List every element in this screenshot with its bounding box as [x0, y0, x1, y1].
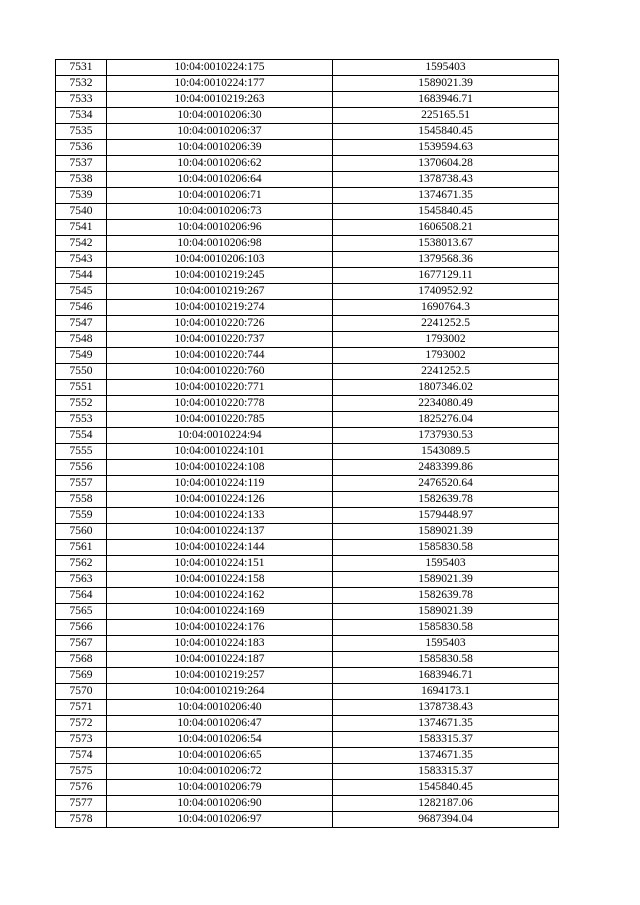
value-cell: 1378738.43 — [333, 172, 559, 188]
table-row — [56, 380, 559, 396]
table-row — [56, 572, 559, 588]
value-cell: 1378738.43 — [333, 700, 559, 716]
table-row — [56, 204, 559, 220]
value-cell: 1677129.11 — [333, 268, 559, 284]
row-number-cell: 7550 — [56, 364, 107, 380]
row-number-cell: 7578 — [56, 812, 107, 828]
value-cell: 2234080.49 — [333, 396, 559, 412]
value-cell: 1595403 — [333, 60, 559, 76]
value-cell: 1585830.58 — [333, 652, 559, 668]
cadastral-number-cell: 10:04:0010224:158 — [107, 572, 333, 588]
row-number-cell: 7570 — [56, 684, 107, 700]
table-row — [56, 220, 559, 236]
row-number-cell: 7554 — [56, 428, 107, 444]
row-number-cell: 7531 — [56, 60, 107, 76]
table-row — [56, 748, 559, 764]
table-row — [56, 764, 559, 780]
row-number-cell: 7559 — [56, 508, 107, 524]
value-cell: 1690764.3 — [333, 300, 559, 316]
cadastral-number-cell: 10:04:0010206:72 — [107, 764, 333, 780]
cadastral-number-cell: 10:04:0010224:137 — [107, 524, 333, 540]
row-number-cell: 7561 — [56, 540, 107, 556]
value-cell: 1683946.71 — [333, 668, 559, 684]
cadastral-number-cell: 10:04:0010206:65 — [107, 748, 333, 764]
row-number-cell: 7549 — [56, 348, 107, 364]
row-number-cell: 7556 — [56, 460, 107, 476]
row-number-cell: 7558 — [56, 492, 107, 508]
table-row — [56, 268, 559, 284]
value-cell: 1694173.1 — [333, 684, 559, 700]
table-row — [56, 668, 559, 684]
cadastral-number-cell: 10:04:0010220:737 — [107, 332, 333, 348]
cadastral-number-cell: 10:04:0010224:176 — [107, 620, 333, 636]
cadastral-number-cell: 10:04:0010220:778 — [107, 396, 333, 412]
table-row — [56, 252, 559, 268]
cadastral-number-cell: 10:04:0010219:245 — [107, 268, 333, 284]
cadastral-number-cell: 10:04:0010219:257 — [107, 668, 333, 684]
value-cell: 1579448.97 — [333, 508, 559, 524]
row-number-cell: 7544 — [56, 268, 107, 284]
table-row — [56, 604, 559, 620]
value-cell: 1825276.04 — [333, 412, 559, 428]
cadastral-number-cell: 10:04:0010219:264 — [107, 684, 333, 700]
value-cell: 1370604.28 — [333, 156, 559, 172]
cadastral-number-cell: 10:04:0010206:97 — [107, 812, 333, 828]
cadastral-number-cell: 10:04:0010224:94 — [107, 428, 333, 444]
value-cell: 2241252.5 — [333, 364, 559, 380]
value-cell: 1582639.78 — [333, 588, 559, 604]
cadastral-number-cell: 10:04:0010206:103 — [107, 252, 333, 268]
row-number-cell: 7537 — [56, 156, 107, 172]
table-row — [56, 780, 559, 796]
row-number-cell: 7541 — [56, 220, 107, 236]
value-cell: 1595403 — [333, 636, 559, 652]
row-number-cell: 7534 — [56, 108, 107, 124]
row-number-cell: 7563 — [56, 572, 107, 588]
table-row — [56, 60, 559, 76]
table-row — [56, 444, 559, 460]
table-row — [56, 556, 559, 572]
cadastral-number-cell: 10:04:0010220:744 — [107, 348, 333, 364]
row-number-cell: 7540 — [56, 204, 107, 220]
cadastral-number-cell: 10:04:0010206:37 — [107, 124, 333, 140]
cadastral-number-cell: 10:04:0010224:144 — [107, 540, 333, 556]
table-row — [56, 124, 559, 140]
table-row — [56, 716, 559, 732]
table-row — [56, 732, 559, 748]
value-cell: 9687394.04 — [333, 812, 559, 828]
value-cell: 1585830.58 — [333, 540, 559, 556]
row-number-cell: 7567 — [56, 636, 107, 652]
table-row — [56, 92, 559, 108]
cadastral-number-cell: 10:04:0010220:785 — [107, 412, 333, 428]
table-row — [56, 348, 559, 364]
table-row — [56, 508, 559, 524]
value-cell: 1539594.63 — [333, 140, 559, 156]
cadastral-number-cell: 10:04:0010206:71 — [107, 188, 333, 204]
cadastral-number-cell: 10:04:0010206:64 — [107, 172, 333, 188]
cadastral-number-cell: 10:04:0010206:62 — [107, 156, 333, 172]
table-row — [56, 108, 559, 124]
table-row — [56, 364, 559, 380]
value-cell: 1807346.02 — [333, 380, 559, 396]
row-number-cell: 7565 — [56, 604, 107, 620]
value-cell: 1589021.39 — [333, 604, 559, 620]
table-row — [56, 812, 559, 828]
value-cell: 1793002 — [333, 332, 559, 348]
table-row — [56, 524, 559, 540]
row-number-cell: 7538 — [56, 172, 107, 188]
row-number-cell: 7539 — [56, 188, 107, 204]
row-number-cell: 7573 — [56, 732, 107, 748]
cadastral-number-cell: 10:04:0010206:40 — [107, 700, 333, 716]
row-number-cell: 7552 — [56, 396, 107, 412]
cadastral-number-cell: 10:04:0010206:90 — [107, 796, 333, 812]
table-row — [56, 300, 559, 316]
value-cell: 1589021.39 — [333, 76, 559, 92]
value-cell: 225165.51 — [333, 108, 559, 124]
table-row — [56, 188, 559, 204]
row-number-cell: 7574 — [56, 748, 107, 764]
row-number-cell: 7536 — [56, 140, 107, 156]
table-row — [56, 684, 559, 700]
table-row — [56, 156, 559, 172]
value-cell: 1683946.71 — [333, 92, 559, 108]
cadastral-number-cell: 10:04:0010224:177 — [107, 76, 333, 92]
cadastral-number-cell: 10:04:0010206:96 — [107, 220, 333, 236]
value-cell: 1583315.37 — [333, 764, 559, 780]
row-number-cell: 7555 — [56, 444, 107, 460]
cadastral-number-cell: 10:04:0010224:187 — [107, 652, 333, 668]
table-row — [56, 700, 559, 716]
table-row — [56, 140, 559, 156]
cadastral-number-cell: 10:04:0010224:151 — [107, 556, 333, 572]
cadastral-number-cell: 10:04:0010224:169 — [107, 604, 333, 620]
value-cell: 1583315.37 — [333, 732, 559, 748]
table-row — [56, 428, 559, 444]
value-cell: 1589021.39 — [333, 572, 559, 588]
row-number-cell: 7572 — [56, 716, 107, 732]
row-number-cell: 7566 — [56, 620, 107, 636]
row-number-cell: 7532 — [56, 76, 107, 92]
table-row — [56, 540, 559, 556]
data-table — [55, 59, 559, 828]
cadastral-number-cell: 10:04:0010206:30 — [107, 108, 333, 124]
row-number-cell: 7577 — [56, 796, 107, 812]
cadastral-number-cell: 10:04:0010224:133 — [107, 508, 333, 524]
row-number-cell: 7575 — [56, 764, 107, 780]
cadastral-number-cell: 10:04:0010206:47 — [107, 716, 333, 732]
value-cell: 1543089.5 — [333, 444, 559, 460]
table-row — [56, 796, 559, 812]
value-cell: 1606508.21 — [333, 220, 559, 236]
table-row — [56, 476, 559, 492]
row-number-cell: 7576 — [56, 780, 107, 796]
table-row — [56, 396, 559, 412]
cadastral-number-cell: 10:04:0010206:79 — [107, 780, 333, 796]
value-cell: 1545840.45 — [333, 780, 559, 796]
value-cell: 1582639.78 — [333, 492, 559, 508]
value-cell: 1740952.92 — [333, 284, 559, 300]
row-number-cell: 7553 — [56, 412, 107, 428]
row-number-cell: 7568 — [56, 652, 107, 668]
value-cell: 1545840.45 — [333, 124, 559, 140]
row-number-cell: 7569 — [56, 668, 107, 684]
row-number-cell: 7533 — [56, 92, 107, 108]
table-row — [56, 76, 559, 92]
row-number-cell: 7545 — [56, 284, 107, 300]
cadastral-number-cell: 10:04:0010206:39 — [107, 140, 333, 156]
value-cell: 1545840.45 — [333, 204, 559, 220]
table-row — [56, 652, 559, 668]
row-number-cell: 7571 — [56, 700, 107, 716]
value-cell: 1589021.39 — [333, 524, 559, 540]
cadastral-number-cell: 10:04:0010220:726 — [107, 316, 333, 332]
value-cell: 1737930.53 — [333, 428, 559, 444]
row-number-cell: 7564 — [56, 588, 107, 604]
value-cell: 1538013.67 — [333, 236, 559, 252]
row-number-cell: 7560 — [56, 524, 107, 540]
table-row — [56, 588, 559, 604]
cadastral-number-cell: 10:04:0010224:126 — [107, 492, 333, 508]
table-row — [56, 284, 559, 300]
table-row — [56, 620, 559, 636]
row-number-cell: 7546 — [56, 300, 107, 316]
value-cell: 2241252.5 — [333, 316, 559, 332]
cadastral-number-cell: 10:04:0010224:183 — [107, 636, 333, 652]
row-number-cell: 7548 — [56, 332, 107, 348]
row-number-cell: 7535 — [56, 124, 107, 140]
table-row — [56, 236, 559, 252]
row-number-cell: 7562 — [56, 556, 107, 572]
cadastral-number-cell: 10:04:0010224:162 — [107, 588, 333, 604]
table-body — [56, 60, 559, 828]
row-number-cell: 7542 — [56, 236, 107, 252]
cadastral-number-cell: 10:04:0010219:263 — [107, 92, 333, 108]
value-cell: 2476520.64 — [333, 476, 559, 492]
cadastral-number-cell: 10:04:0010219:267 — [107, 284, 333, 300]
table-row — [56, 332, 559, 348]
cadastral-number-cell: 10:04:0010219:274 — [107, 300, 333, 316]
cadastral-number-cell: 10:04:0010206:98 — [107, 236, 333, 252]
row-number-cell: 7557 — [56, 476, 107, 492]
value-cell: 1374671.35 — [333, 716, 559, 732]
row-number-cell: 7543 — [56, 252, 107, 268]
cadastral-number-cell: 10:04:0010220:771 — [107, 380, 333, 396]
cadastral-number-cell: 10:04:0010224:108 — [107, 460, 333, 476]
cadastral-number-cell: 10:04:0010224:175 — [107, 60, 333, 76]
table-row — [56, 172, 559, 188]
value-cell: 1793002 — [333, 348, 559, 364]
value-cell: 1585830.58 — [333, 620, 559, 636]
cadastral-number-cell: 10:04:0010206:73 — [107, 204, 333, 220]
row-number-cell: 7547 — [56, 316, 107, 332]
cadastral-number-cell: 10:04:0010206:54 — [107, 732, 333, 748]
table-row — [56, 492, 559, 508]
value-cell: 1374671.35 — [333, 748, 559, 764]
value-cell: 1379568.36 — [333, 252, 559, 268]
table-row — [56, 412, 559, 428]
value-cell: 2483399.86 — [333, 460, 559, 476]
cadastral-number-cell: 10:04:0010224:119 — [107, 476, 333, 492]
value-cell: 1282187.06 — [333, 796, 559, 812]
cadastral-number-cell: 10:04:0010220:760 — [107, 364, 333, 380]
value-cell: 1374671.35 — [333, 188, 559, 204]
value-cell: 1595403 — [333, 556, 559, 572]
table-row — [56, 316, 559, 332]
row-number-cell: 7551 — [56, 380, 107, 396]
table-row — [56, 460, 559, 476]
table-row — [56, 636, 559, 652]
cadastral-number-cell: 10:04:0010224:101 — [107, 444, 333, 460]
